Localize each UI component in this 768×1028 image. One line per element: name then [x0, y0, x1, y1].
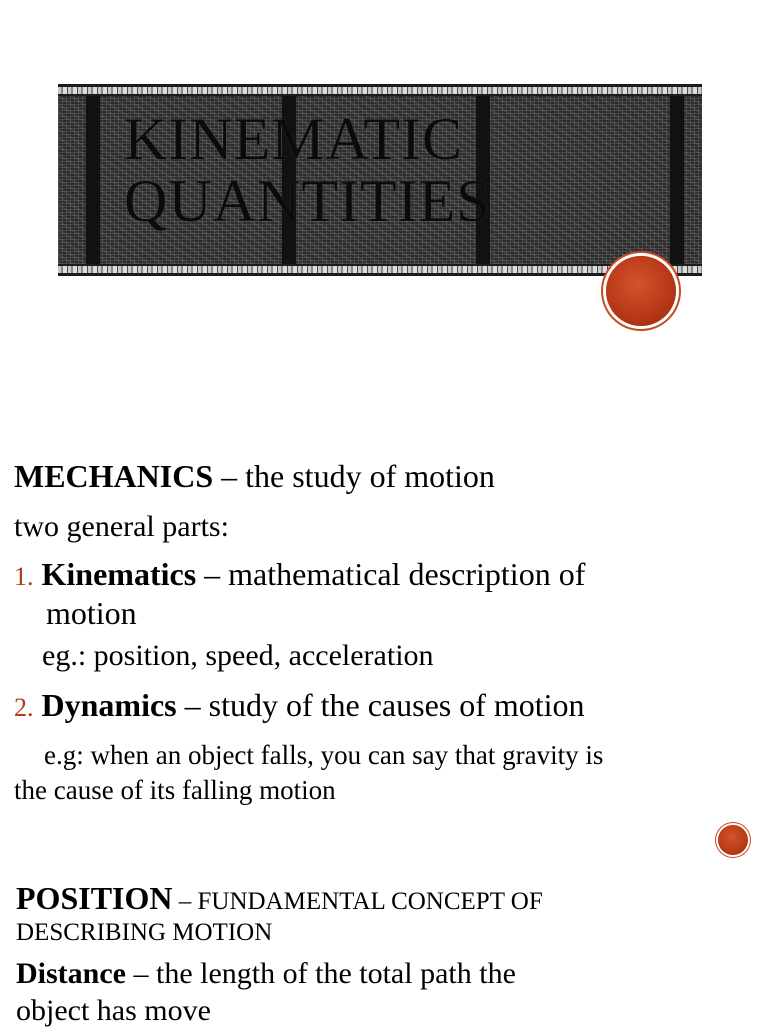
list-item-dynamics [14, 687, 585, 724]
mechanics-line [14, 458, 495, 495]
banner-bar [86, 96, 100, 264]
position-dash: – [172, 888, 198, 915]
distance-line [16, 957, 516, 991]
kinematics-term: Kinematics [41, 556, 197, 592]
list-number: 1. [14, 562, 34, 591]
position-term: POSITION [16, 880, 173, 916]
kinematics-definition-cont: motion [46, 595, 137, 631]
parts-intro: two general parts: [14, 510, 229, 543]
dynamics-definition: – study of the causes of motion [176, 687, 585, 723]
dynamics-example: e.g: when an object falls, you can say that gravity is [44, 740, 604, 770]
position-line [16, 880, 543, 917]
title-banner [58, 84, 702, 276]
title-line: QUANTITIES [124, 168, 491, 234]
title-line: KINEMATIC [124, 106, 463, 172]
list-number: 2. [14, 693, 34, 722]
mechanics-definition: – the study of motion [213, 458, 495, 494]
distance-term: Distance [16, 957, 126, 990]
kinematics-definition: – mathematical description of [196, 556, 586, 592]
distance-definition: – the length of the total path the [125, 957, 516, 990]
banner-stripe-top [58, 87, 702, 94]
kinematics-example: eg.: position, speed, acceleration [42, 639, 434, 672]
accent-circle [718, 825, 748, 855]
banner-stripe-bottom [58, 266, 702, 273]
position-definition-cont: DESCRIBING MOTION [16, 919, 273, 946]
dynamics-term: Dynamics [41, 687, 177, 723]
position-definition: FUNDAMENTAL CONCEPT OF [197, 888, 543, 915]
mechanics-term: MECHANICS [14, 458, 214, 494]
slide-title [124, 108, 491, 232]
distance-definition-cont: object has move [16, 994, 211, 1027]
banner-bar [670, 96, 684, 264]
dynamics-example-cont: the cause of its falling motion [14, 775, 336, 805]
list-item-kinematics [14, 556, 585, 593]
accent-circle [606, 256, 676, 326]
